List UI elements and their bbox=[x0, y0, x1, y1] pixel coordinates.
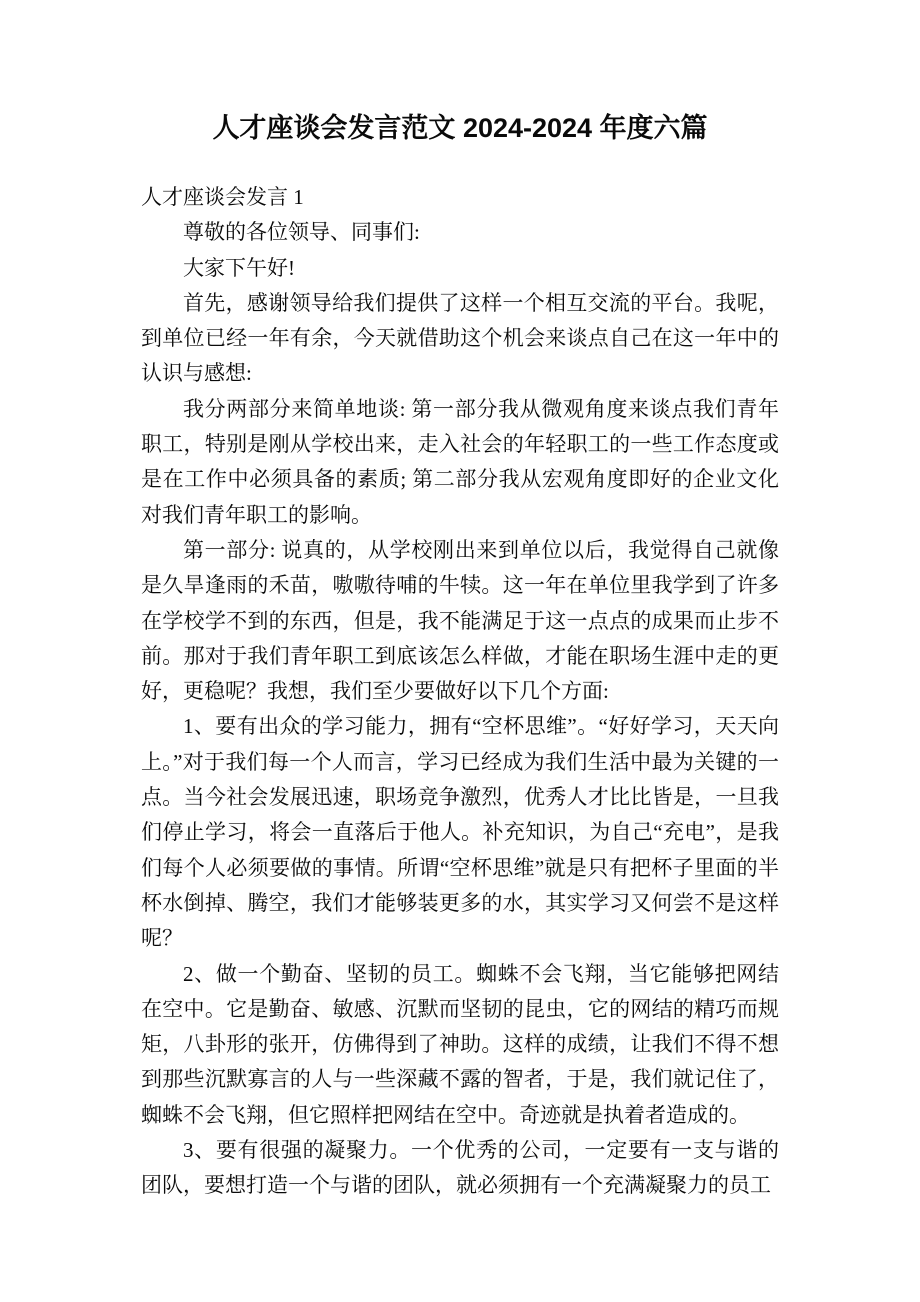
paragraph-intro: 首先，感谢领导给我们提供了这样一个相互交流的平台。我呢，到单位已经一年有余，今天就借助这个机会来谈点自己在这一年中的认识与感想: bbox=[141, 290, 779, 386]
paragraph-salutation: 尊敬的各位领导、同事们: bbox=[183, 220, 420, 245]
paragraph-point-3: 3、要有很强的凝聚力。一个优秀的公司，一定要有一支与谐的团队，要想打造一个与谐的团队，就必须拥有一个充满凝聚力的员工 bbox=[141, 1138, 779, 1198]
paragraph-point-1: 1、要有出众的学习能力，拥有“空杯思维”。“好好学习，天天向上。”对于我们每一个人而言，学习已经成为我们生活中最为关键的一点。当今社会发展迅速，职场竞争激烈，优秀人才比比皆是，一旦我们停止学习，将会一直落后于他人。补充知识，为自己“充电”，是我们每个人必须要做的事情。所谓“空杯思维”就是只有把杯子里面的半杯水倒掉、腾空，我们才能够装更多的水，其实学习又何尝不是这样呢？ bbox=[141, 714, 779, 951]
paragraph-part-one: 第一部分: 说真的，从学校刚出来到单位以后，我觉得自己就像是久旱逢雨的禾苗，嗷嗷待哺的牛犊。这一年在单位里我学到了许多在学校学不到的东西，但是，我不能满足于这一点点的成果而止步不前。那对于我们青年职工到底该怎么样做，才能在职场生涯中走的更好，更稳呢？我想，我们至少要做好以下几个方面: bbox=[141, 537, 779, 704]
document-title: 人才座谈会发言范文 2024-2024 年度六篇 bbox=[212, 113, 708, 143]
paragraph-section-heading: 人才座谈会发言 1 bbox=[141, 185, 304, 209]
paragraph-overview: 我分两部分来简单地谈: 第一部分我从微观角度来谈点我们青年职工，特别是刚从学校出来，走入社会的年轻职工的一些工作态度或是在工作中必须具备的素质; 第二部分我从宏观角度即好的企业文化对我们青年职工的影响。 bbox=[141, 396, 779, 527]
paragraph-greeting: 大家下午好! bbox=[183, 255, 295, 280]
document-body bbox=[141, 180, 779, 1204]
paragraph-point-2: 2、做一个勤奋、坚韧的员工。蜘蛛不会飞翔，当它能够把网结在空中。它是勤奋、敏感、沉默而坚韧的昆虫，它的网结的精巧而规矩，八卦形的张开，仿佛得到了神助。这样的成绩，让我们不得不想到那些沉默寡言的人与一些深藏不露的智者，于是，我们就记住了，蜘蛛不会飞翔，但它照样把网结在空中。奇迹就是执着者造成的。 bbox=[141, 961, 779, 1127]
